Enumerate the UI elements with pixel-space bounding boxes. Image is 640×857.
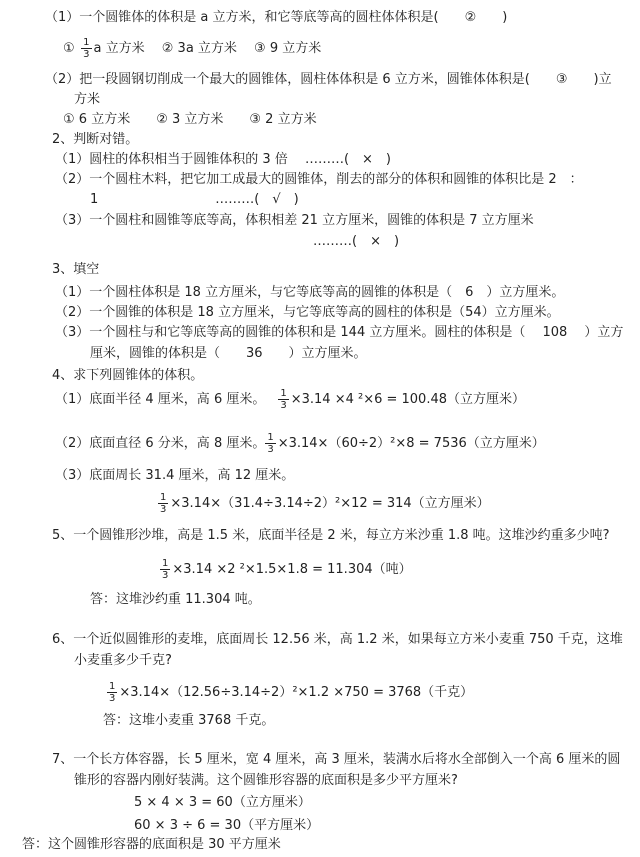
judge-2-cont: 1 ………( √ ) <box>90 192 299 207</box>
volume-1: （1）底面半径 4 厘米，高 6 厘米。 $\frac{1}{3}$ ×3.14 ×4 ²×6 = 100.48（立方厘米） <box>55 388 526 411</box>
problem-7-cont: 锥形的容器内刚好装满。这个圆锥形容器的底面积是多少平方厘米? <box>74 773 458 788</box>
problem-7: 7、一个长方体容器，长 5 厘米，宽 4 厘米，高 3 厘米，装满水后将水全部倒入一个高 6 厘米的圆 <box>52 752 621 767</box>
fill-3: （3）一个圆柱与和它等底等高的圆锥的体积和是 144 立方厘米。圆柱的体积是（ 108 ）立方 <box>55 325 624 340</box>
problem-6-cont: 小麦重多少千克? <box>74 653 172 668</box>
problem-5-answer: 答：这堆沙约重 11.304 吨。 <box>90 592 261 607</box>
problem-5: 5、一个圆锥形沙堆，高是 1.5 米，底面半径是 2 米，每立方米沙重 1.8 吨。这堆沙约重多少吨? <box>52 528 610 543</box>
problem-6: 6、一个近似圆锥形的麦堆，底面周长 12.56 米，高 1.2 米，如果每立方米小麦重 750 千克，这堆 <box>52 632 623 647</box>
judge-3-answer: ………( × ) <box>313 234 400 249</box>
fraction: $\frac{1}{3}$ <box>83 37 90 60</box>
q1-2-options: ① 6 立方米 ② 3 立方米 ③ 2 立方米 <box>63 112 317 127</box>
fill-3-cont: 厘米，圆锥的体积是（ 36 ）立方厘米。 <box>90 346 367 361</box>
q1-1-stem: （1）一个圆锥体的体积是 a 立方米，和它等底等高的圆柱体体积是( ② ) <box>45 10 508 25</box>
problem-7-step-2: 60 × 3 ÷ 6 = 30（平方厘米） <box>134 818 320 833</box>
section-3-title: 3、填空 <box>52 262 100 277</box>
judge-3: （3）一个圆柱和圆锥等底等高，体积相差 21 立方厘米，圆锥的体积是 7 立方厘米 <box>55 213 534 228</box>
fraction: $\frac{1}{3}$ <box>109 681 116 704</box>
problem-7-step-1: 5 × 4 × 3 = 60（立方厘米） <box>134 795 311 810</box>
volume-2: （2）底面直径 6 分米，高 8 厘米。 $\frac{1}{3}$ ×3.14×（60÷2）²×8 = 7536（立方厘米） <box>55 432 545 455</box>
volume-3-calc: $\frac{1}{3}$ ×3.14×（31.4÷3.14÷2）²×12 = 314（立方厘米） <box>160 492 490 515</box>
fraction: $\frac{1}{3}$ <box>280 388 287 411</box>
section-4-title: 4、求下列圆锥体的体积。 <box>52 368 204 383</box>
q1-2-stem-cont: 方米 <box>74 92 101 107</box>
section-2-title: 2、判断对错。 <box>52 132 139 147</box>
fraction: $\frac{1}{3}$ <box>162 558 169 581</box>
fraction: $\frac{1}{3}$ <box>267 432 274 455</box>
problem-6-answer: 答：这堆小麦重 3768 千克。 <box>103 713 275 728</box>
q1-2-stem: （2）把一段圆钢切削成一个最大的圆锥体，圆柱体体积是 6 立方米，圆锥体体积是( ③ )立 <box>45 72 612 87</box>
volume-3: （3）底面周长 31.4 厘米，高 12 厘米。 <box>55 468 295 483</box>
problem-5-calc: $\frac{1}{3}$ ×3.14 ×2 ²×1.5×1.8 = 11.304（吨） <box>162 558 412 581</box>
judge-1: （1）圆柱的体积相当于圆锥体积的 3 倍 ………( × ) <box>55 152 391 167</box>
q1-1-options: ① $\frac{1}{3}$ a 立方米 ② 3a 立方米 ③ 9 立方米 <box>63 37 322 60</box>
problem-6-calc: $\frac{1}{3}$ ×3.14×（12.56÷3.14÷2）²×1.2 ×750 = 3768（千克） <box>109 681 474 704</box>
fill-1: （1）一个圆柱体积是 18 立方厘米，与它等底等高的圆锥的体积是（ 6 ）立方厘米。 <box>55 285 565 300</box>
problem-7-answer: 答：这个圆锥形容器的底面积是 30 平方厘米 <box>22 837 281 852</box>
fraction: $\frac{1}{3}$ <box>160 492 167 515</box>
judge-2: （2）一个圆柱木料，把它加工成最大的圆锥体，削去的部分的体积和圆锥的体积比是 2 ： <box>55 172 583 187</box>
fill-2: （2）一个圆锥的体积是 18 立方厘米，与它等底等高的圆柱的体积是（54）立方厘米。 <box>55 305 560 320</box>
